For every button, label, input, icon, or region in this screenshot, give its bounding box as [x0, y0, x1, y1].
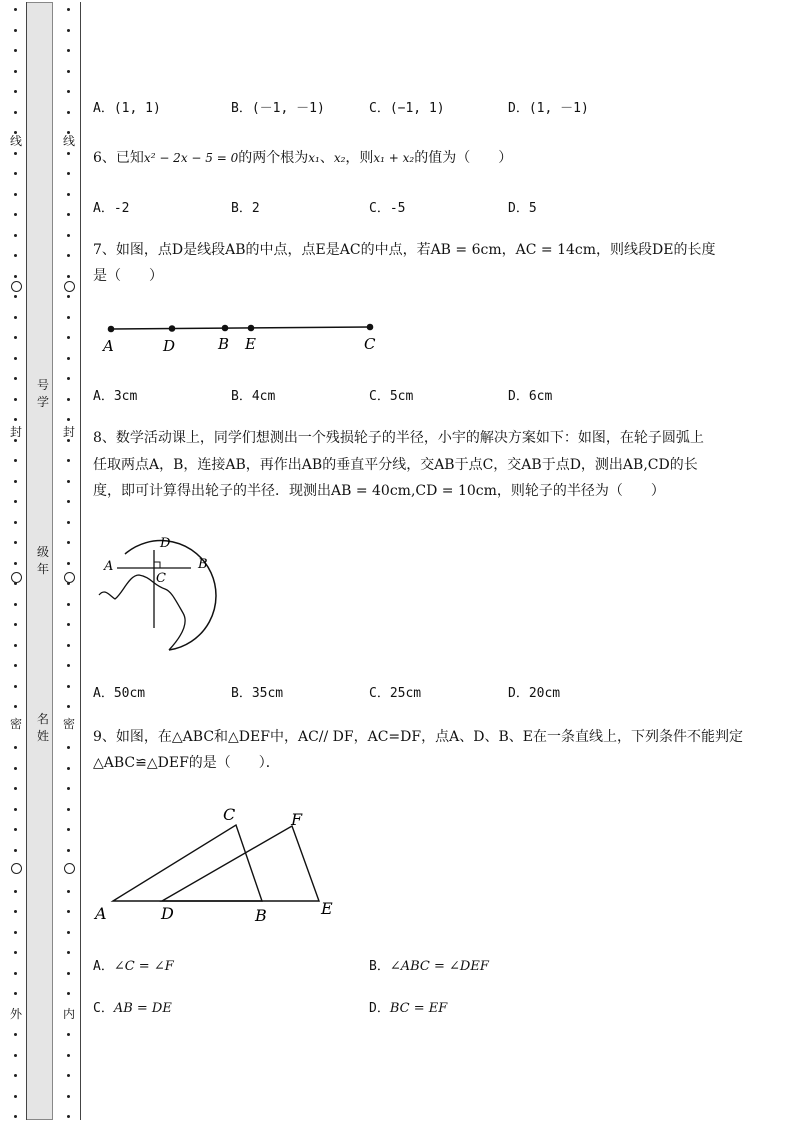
margin-dot	[14, 541, 17, 544]
student-id-label: 号 学	[36, 378, 49, 409]
margin-dot	[67, 172, 70, 175]
margin-dot	[14, 480, 17, 483]
point-b	[222, 325, 229, 332]
margin-dot	[14, 767, 17, 770]
margin-dot	[14, 111, 17, 114]
label-d: D	[163, 337, 176, 355]
margin-dot	[67, 418, 70, 421]
margin-dot	[67, 193, 70, 196]
margin-dot	[67, 992, 70, 995]
margin-dot	[14, 29, 17, 32]
margin-dot	[14, 1095, 17, 1098]
margin-dot	[67, 275, 70, 278]
margin-dot	[67, 254, 70, 257]
q8-stem-line2: 任取两点A，B，连接AB，再作出AB的垂直平分线，交AB于点C，交AB于点D，测出AB,CD的长	[93, 457, 698, 473]
margin-dot	[67, 562, 70, 565]
margin-dot	[14, 808, 17, 811]
point-a	[108, 326, 115, 333]
label-a: A	[104, 559, 114, 574]
margin-dot	[14, 1033, 17, 1036]
margin-dot	[67, 910, 70, 913]
margin-dot	[67, 644, 70, 647]
frame-line	[80, 2, 81, 1120]
q9-option-b[interactable]: B．∠ABC = ∠DEF	[369, 959, 489, 974]
name-label: 名 姓	[36, 712, 49, 743]
margin-dot	[67, 972, 70, 975]
margin-dot	[67, 111, 70, 114]
q5-option-c[interactable]: C．(−1, 1)	[369, 101, 445, 116]
margin-dot	[67, 29, 70, 32]
secret-char: 密	[59, 717, 79, 731]
label-e: E	[321, 899, 333, 918]
q7-option-d[interactable]: D．6cm	[508, 389, 553, 404]
q9-option-c[interactable]: C．AB = DE	[93, 1001, 172, 1016]
q5-option-d[interactable]: D．(1, －1)	[508, 101, 589, 116]
label-c: C	[364, 335, 376, 353]
q5-option-a[interactable]: A．(1, 1)	[93, 101, 161, 116]
q7-segment-figure	[95, 315, 385, 357]
outer-char: 外	[6, 1007, 26, 1021]
margin-dot	[14, 398, 17, 401]
seal-char: 封	[6, 425, 26, 439]
margin-dot	[14, 357, 17, 360]
label-d: D	[161, 904, 174, 923]
q8-wheel-figure	[95, 533, 220, 658]
label-b: B	[218, 335, 230, 353]
margin-dot	[67, 1115, 70, 1118]
margin-dot	[14, 377, 17, 380]
right-angle-mark	[154, 562, 160, 568]
margin-dot	[14, 500, 17, 503]
margin-dot	[14, 664, 17, 667]
margin-dot	[67, 808, 70, 811]
margin-dot	[14, 459, 17, 462]
seal-char: 封	[59, 425, 79, 439]
q7-option-c[interactable]: C．5cm	[369, 389, 414, 404]
margin-dot	[67, 90, 70, 93]
q8-option-c[interactable]: C．25cm	[369, 686, 422, 701]
margin-dot	[14, 70, 17, 73]
seal-circle-mark	[64, 863, 75, 874]
q6-option-c[interactable]: C．-5	[369, 201, 406, 216]
margin-dot	[14, 90, 17, 93]
margin-dot	[67, 705, 70, 708]
margin-dot	[67, 521, 70, 524]
label-d: D	[160, 536, 171, 551]
label-b: B	[198, 557, 208, 572]
margin-dot	[67, 623, 70, 626]
margin-dot	[14, 828, 17, 831]
margin-dot	[14, 705, 17, 708]
margin-dot	[14, 49, 17, 52]
margin-dot	[67, 685, 70, 688]
q7-stem-line2: 是（ ）	[93, 268, 163, 284]
margin-dot	[14, 295, 17, 298]
margin-dot	[14, 644, 17, 647]
secret-char: 密	[6, 717, 26, 731]
margin-dot	[14, 254, 17, 257]
q6-option-b[interactable]: B．2	[231, 201, 260, 216]
inner-char: 内	[59, 1007, 79, 1021]
margin-dot	[67, 1074, 70, 1077]
margin-dot	[14, 521, 17, 524]
seal-line-char: 线	[6, 134, 26, 148]
grade-label: 级 年	[36, 545, 49, 576]
margin-dot	[67, 1033, 70, 1036]
margin-dot	[14, 992, 17, 995]
margin-dot	[67, 828, 70, 831]
margin-dot	[14, 1054, 17, 1057]
label-f: F	[291, 810, 303, 829]
seal-circle-mark	[11, 863, 22, 874]
margin-dot	[67, 398, 70, 401]
q8-option-b[interactable]: B．35cm	[231, 686, 284, 701]
margin-dot	[67, 603, 70, 606]
margin-dot	[67, 152, 70, 155]
margin-dot	[14, 172, 17, 175]
q7-option-b[interactable]: B．4cm	[231, 389, 276, 404]
binding-margin	[0, 0, 82, 1123]
margin-dot	[67, 500, 70, 503]
right-dot-column	[63, 0, 75, 1123]
margin-dot	[14, 931, 17, 934]
margin-dot	[14, 849, 17, 852]
q7-stem-line1: 7、如图，点D是线段AB的中点，点E是AC的中点，若AB = 6cm，AC = 14cm，则线段DE的长度	[93, 242, 716, 258]
seal-circle-mark	[64, 572, 75, 583]
margin-dot	[67, 357, 70, 360]
margin-dot	[67, 480, 70, 483]
margin-dot	[67, 664, 70, 667]
point-d	[169, 325, 176, 332]
margin-dot	[67, 767, 70, 770]
label-c: C	[156, 571, 166, 586]
margin-dot	[14, 603, 17, 606]
margin-dot	[14, 316, 17, 319]
seal-circle-mark	[64, 281, 75, 292]
seal-circle-mark	[11, 572, 22, 583]
margin-dot	[14, 787, 17, 790]
margin-dot	[14, 193, 17, 196]
margin-dot	[67, 787, 70, 790]
margin-dot	[14, 890, 17, 893]
margin-dot	[14, 685, 17, 688]
margin-dot	[14, 1074, 17, 1077]
margin-dot	[67, 336, 70, 339]
margin-dot	[67, 746, 70, 749]
margin-dot	[14, 562, 17, 565]
margin-dot	[67, 1095, 70, 1098]
margin-dot	[14, 910, 17, 913]
q6-option-a[interactable]: A．-2	[93, 201, 130, 216]
margin-dot	[14, 152, 17, 155]
margin-dot	[14, 336, 17, 339]
seal-circle-mark	[11, 281, 22, 292]
margin-dot	[67, 541, 70, 544]
q9-option-a[interactable]: A．∠C = ∠F	[93, 959, 174, 974]
q9-triangles-figure	[92, 800, 342, 925]
margin-dot	[67, 849, 70, 852]
label-e: E	[245, 335, 256, 353]
q8-stem-line1: 8、数学活动课上，同学们想测出一个残损轮子的半径，小宇的解决方案如下：如图，在轮子圆弧上	[93, 430, 704, 446]
q9-option-d[interactable]: D．BC = EF	[369, 1001, 448, 1016]
q8-option-d[interactable]: D．20cm	[508, 686, 561, 701]
q7-option-a[interactable]: A．3cm	[93, 389, 138, 404]
margin-dot	[67, 8, 70, 11]
q6-stem: 6、已知x² − 2x − 5 = 0的两个根为x₁、x₂，则x₁ + x₂的值为（ ）	[93, 150, 513, 166]
q5-option-b[interactable]: B．(－1, －1)	[231, 101, 325, 116]
margin-dot	[14, 951, 17, 954]
margin-dot	[67, 234, 70, 237]
q9-stem-line2: △ABC≌△DEF的是（ ）．	[93, 755, 280, 771]
broken-edge	[99, 575, 185, 650]
margin-dot	[14, 234, 17, 237]
seal-line-char: 线	[59, 134, 79, 148]
margin-dot	[14, 1115, 17, 1118]
margin-dot	[14, 746, 17, 749]
margin-dot	[67, 316, 70, 319]
margin-dot	[14, 213, 17, 216]
label-a: A	[95, 904, 107, 923]
margin-dot	[67, 377, 70, 380]
segment-ac	[111, 327, 370, 329]
margin-dot	[67, 931, 70, 934]
margin-dot	[67, 890, 70, 893]
margin-dot	[67, 459, 70, 462]
margin-dot	[67, 1054, 70, 1057]
margin-dot	[67, 951, 70, 954]
label-b: B	[255, 906, 267, 925]
label-a: A	[103, 337, 114, 355]
margin-dot	[14, 418, 17, 421]
point-e	[248, 325, 255, 332]
frame-line	[26, 2, 27, 1120]
triangle-abc	[113, 825, 262, 901]
margin-dot	[67, 49, 70, 52]
margin-dot	[14, 972, 17, 975]
label-c: C	[223, 805, 236, 824]
margin-dot	[67, 295, 70, 298]
q8-option-a[interactable]: A．50cm	[93, 686, 146, 701]
margin-dot	[67, 70, 70, 73]
margin-dot	[14, 275, 17, 278]
q9-stem-line1: 9、如图，在△ABC和△DEF中，AC// DF，AC=DF，点A、D、B、E在一条直线上，下列条件不能判定	[93, 729, 743, 745]
q8-stem-line3: 度，即可计算得出轮子的半径．现测出AB = 40cm,CD = 10cm，则轮子的半径为（ ）	[93, 483, 665, 499]
margin-dot	[14, 8, 17, 11]
point-c	[367, 324, 374, 331]
left-dot-column	[10, 0, 22, 1123]
margin-dot	[67, 213, 70, 216]
margin-dot	[14, 623, 17, 626]
q6-option-d[interactable]: D．5	[508, 201, 537, 216]
